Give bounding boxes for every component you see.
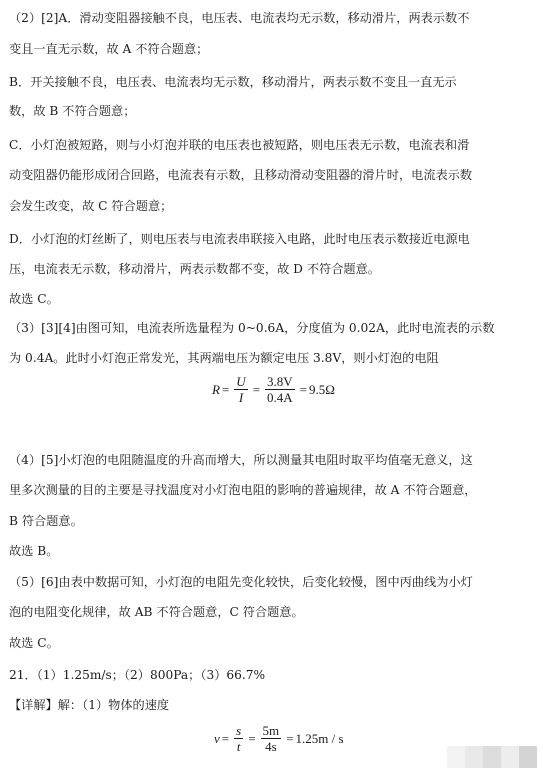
formula-fraction [265,374,295,405]
velocity-formula [214,723,344,754]
text-line: B．开关接触不良，电压表、电流表均无示数，移动滑片，两表示数不变且一直无示 [9,75,457,89]
formula-equals: = [299,381,308,397]
text-line: 压，电流表无示数，移动滑片，两表示数都不变，故 D 不符合题意。 [9,262,380,276]
text-line: 变且一直无示数，故 A 不符合题意； [9,42,209,56]
text-line: 泡的电阻变化规律，故 AB 不符合题意，C 符合题意。 [9,605,304,619]
fraction-denominator: 4s [265,739,277,754]
text-line: B 符合题意。 [9,514,83,528]
formula-fraction [261,723,282,754]
text-line: C．小灯泡被短路，则与小灯泡并联的电压表也被短路，则电压表无示数，电流表和滑 [9,138,470,152]
text-line: 数，故 B 不符合题意； [9,104,136,118]
text-line: 故选 B。 [9,544,59,558]
text-line: 故选 C。 [9,292,59,306]
text-line: （4）[5]小灯泡的电阻随温度的升高而增大，所以测量其电阻时取平均值毫无意义，这 [9,453,473,467]
fraction-numerator: 5m [262,723,280,738]
formula-fraction [234,374,247,405]
fraction-denominator: 0.4A [267,390,293,405]
formula-result: 9.5Ω [309,381,335,397]
watermark-block [447,746,465,768]
text-line: （3）[3][4]由图可知，电流表所选量程为 0~0.6A，分度值为 0.02A，此时电流表的示数 [9,321,495,335]
formula-equals: = [221,381,230,397]
formula-equals: = [221,730,230,746]
fraction-numerator: s [236,723,242,738]
text-line: 21．（1）1.25m/s；（2）800Pa；（3）66.7% [9,668,266,682]
fraction-numerator: 3.8V [267,374,293,389]
resistance-formula [212,374,335,405]
text-line: 故选 C。 [9,636,59,650]
text-line: 会发生改变，故 C 符合题意； [9,199,173,213]
text-line: D．小灯泡的灯丝断了，则电压表与电流表串联接入电路，此时电压表示数接近电源电 [9,232,470,246]
text-line: （5）[6]由表中数据可知，小灯泡的电阻先变化较快，后变化较慢，图中丙曲线为小灯 [9,575,473,589]
text-line: 动变阻器仍能形成闭合回路，电流表有示数，且移动滑动变阻器的滑片时，电流表示数 [9,168,473,182]
watermark-block [519,746,537,768]
formula-equals: = [286,730,294,746]
fraction-denominator: t [236,739,241,754]
text-line: 里多次测量的目的主要是寻找温度对小灯泡电阻的影响的普遍规律，故 A 不符合题意， [9,483,477,497]
watermark-block [501,746,519,768]
formula-lhs: v [214,730,220,746]
formula-lhs: R [212,381,220,397]
formula-fraction [234,723,243,754]
fraction-numerator: U [236,374,246,389]
watermark-block [483,746,501,768]
formula-result: 1.25m / s [295,730,344,746]
text-line: 【详解】解：（1）物体的速度 [9,698,170,712]
watermark-block [465,746,483,768]
fraction-denominator: I [238,390,244,405]
text-line: 为 0.4A。此时小灯泡正常发光，其两端电压为额定电压 3.8V，则小灯泡的电阻 [9,351,439,365]
text-line: （2）[2]A．滑动变阻器接触不良，电压表、电流表均无示数，移动滑片，两表示数不 [9,11,470,25]
pixelated-watermark [447,746,537,768]
formula-equals: = [252,381,261,397]
formula-equals: = [248,730,256,746]
